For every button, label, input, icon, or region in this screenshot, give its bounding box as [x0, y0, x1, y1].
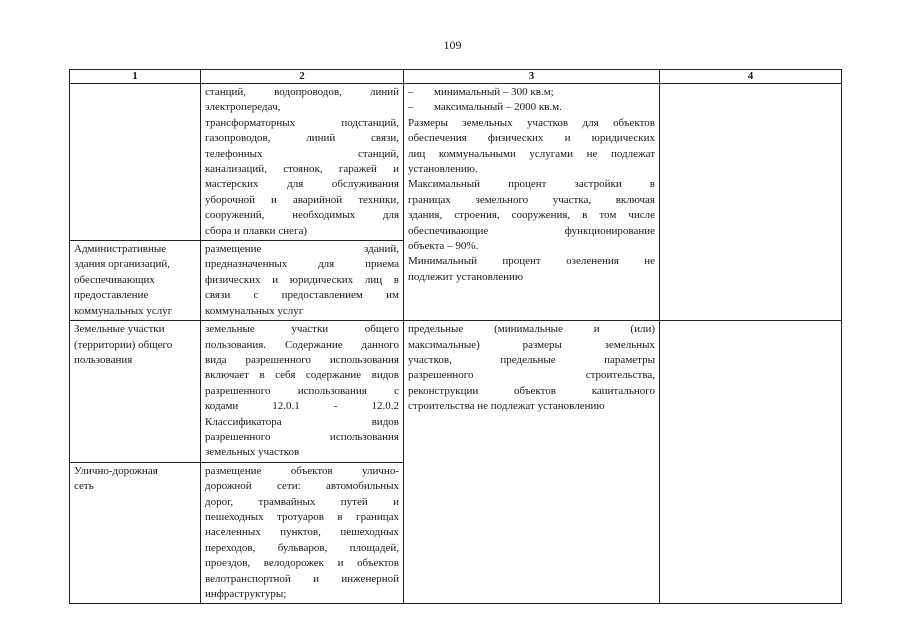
row3-col2-line: размещение объектов улично-	[205, 464, 399, 477]
row2-col2-line: вида разрешенного использования	[205, 353, 399, 366]
reg-paragraph-line: Максимальный процент застройки в	[408, 178, 655, 191]
row3-col1-line: Улично-дорожная	[74, 464, 158, 477]
row0-col2-line: телефонных станций,	[205, 147, 399, 160]
row3-col2-line: проездов, велодорожек и объектов	[205, 557, 399, 570]
row2-col2-line: земельные участки общего	[205, 323, 399, 336]
row0-col2-line: газопроводов, линий связи,	[205, 132, 399, 145]
row0-col2-line: сооружений, необходимых для	[205, 209, 399, 222]
row3-col2-line: дорожной сети: автомобильных	[205, 480, 399, 493]
row0-col2-line: электропередач,	[205, 101, 281, 114]
page-number: 109	[443, 38, 462, 52]
reg-paragraph-line: подлежит установлению	[408, 270, 524, 283]
row2-col1-cell	[70, 321, 201, 463]
row1-col1-cell	[70, 241, 201, 321]
row3-col2-cell	[201, 462, 404, 604]
row1-col1-line: Административные	[74, 243, 167, 256]
row3-col2-line: инфраструктуры;	[205, 588, 287, 600]
row0-col2-line: канализаций, стоянок, гаражей и	[205, 163, 399, 176]
row1-col2-line: коммунальных услуг	[205, 304, 304, 317]
reg-paragraph-line: здания, строения, сооружения, в том числе	[408, 209, 655, 222]
row2-col1-line: (территории) общего	[74, 338, 173, 351]
reg-line: участков, предельные параметры	[408, 353, 655, 366]
reg-paragraph-line: Размеры земельных участков для объектов	[408, 116, 655, 129]
row0-col2-line: мастерских для обслуживания	[205, 178, 399, 191]
row1-col1-line: предоставление	[74, 289, 149, 302]
row2-col2-line: Классификатора видов	[205, 415, 399, 428]
row2-col2-line: разрешенного использования с	[205, 384, 399, 397]
row0-col4-cell	[660, 84, 842, 321]
row3-col2-line: переходов, бульваров, площадей,	[205, 541, 399, 554]
reg-paragraph-line: обеспечения физических и юридических	[408, 132, 655, 145]
row3-col2-line: велотранспортной и инженерной	[205, 572, 399, 585]
table-row	[70, 321, 842, 463]
row2-col2-line: земельных участков	[205, 446, 300, 459]
row1-col1-line: обеспечивающих	[74, 273, 155, 286]
header-row	[70, 70, 842, 84]
row2-col2-line: включает в себя содержание видов	[205, 369, 399, 382]
row1-col2-cell	[201, 241, 404, 321]
reg-paragraph-line: Минимальный процент озеленения не	[408, 255, 655, 268]
row1-col1-line: здания организаций,	[74, 258, 171, 271]
row3-col1-line: сеть	[74, 480, 94, 493]
row2-col2-cell	[201, 321, 404, 463]
row1-col1-line: коммунальных услуг	[74, 304, 173, 317]
row2-col3-regulations-cell	[404, 321, 660, 604]
row1-col2-line: физических и юридических лиц в	[205, 273, 399, 286]
row2-col4-cell	[660, 321, 842, 604]
header-col-2: 2	[201, 70, 404, 84]
row2-col2-line: кодами 12.0.1 - 12.0.2	[205, 400, 399, 413]
row0-col1-cell	[70, 84, 201, 241]
row3-col2-line: пешеходных тротуаров в границах	[205, 510, 399, 523]
reg-line: строительства не подлежат установлению	[408, 400, 605, 413]
row1-col2-line: размещение зданий,	[205, 243, 399, 256]
row0-col2-line: станций, водопроводов, линий	[205, 86, 399, 98]
dash-marker: –	[408, 86, 414, 98]
row0-col3-regulations-cell	[404, 84, 660, 321]
row2-col2-line: разрешенного использования	[205, 430, 399, 443]
reg-paragraph-line: объекта – 90%.	[408, 240, 479, 253]
row3-col2-line: населенных пунктов, пешеходных	[205, 526, 399, 539]
reg-paragraph-line: установлению.	[408, 163, 478, 176]
header-col-1: 1	[70, 70, 201, 84]
dash-item-text: минимальный – 300 кв.м;	[434, 86, 554, 98]
row0-col2-line: сбора и плавки снега)	[205, 224, 308, 237]
row0-col2-cell	[201, 84, 404, 241]
land-use-table	[69, 69, 842, 604]
reg-paragraph-line: лиц коммунальными услугами не подлежат	[408, 147, 655, 160]
reg-paragraph-line: обеспечивающие функционирование	[408, 224, 655, 237]
reg-line: реконструкции объектов капитального	[408, 384, 655, 397]
reg-line: разрешенного строительства,	[408, 369, 655, 382]
row3-col1-cell	[70, 462, 201, 604]
row0-col2-line: трансформаторных подстанций,	[205, 116, 399, 129]
dash-item-min-area	[408, 85, 655, 100]
dash-item-text: максимальный – 2000 кв.м.	[434, 101, 562, 114]
row2-col1-line: Земельные участки	[74, 323, 165, 336]
row0-col2-line: уборочной и аварийной техники,	[205, 193, 399, 206]
row3-col2-line: дорог, трамвайных путей и	[205, 495, 399, 508]
table-row	[70, 84, 842, 241]
reg-line: предельные (минимальные и (или)	[408, 323, 655, 336]
dash-marker: –	[408, 101, 414, 114]
row1-col2-line: предназначенных для приема	[205, 258, 399, 271]
row2-col1-line: пользования	[74, 353, 133, 366]
dash-item-max-area	[408, 100, 655, 115]
header-col-4: 4	[660, 70, 842, 84]
header-col-3: 3	[404, 70, 660, 84]
reg-paragraph-line: границах земельного участка, включая	[408, 193, 655, 206]
row1-col2-line: связи с предоставлением им	[205, 289, 399, 302]
reg-line: максимальные) размеры земельных	[408, 338, 655, 351]
row2-col2-line: пользования. Содержание данного	[205, 338, 399, 351]
